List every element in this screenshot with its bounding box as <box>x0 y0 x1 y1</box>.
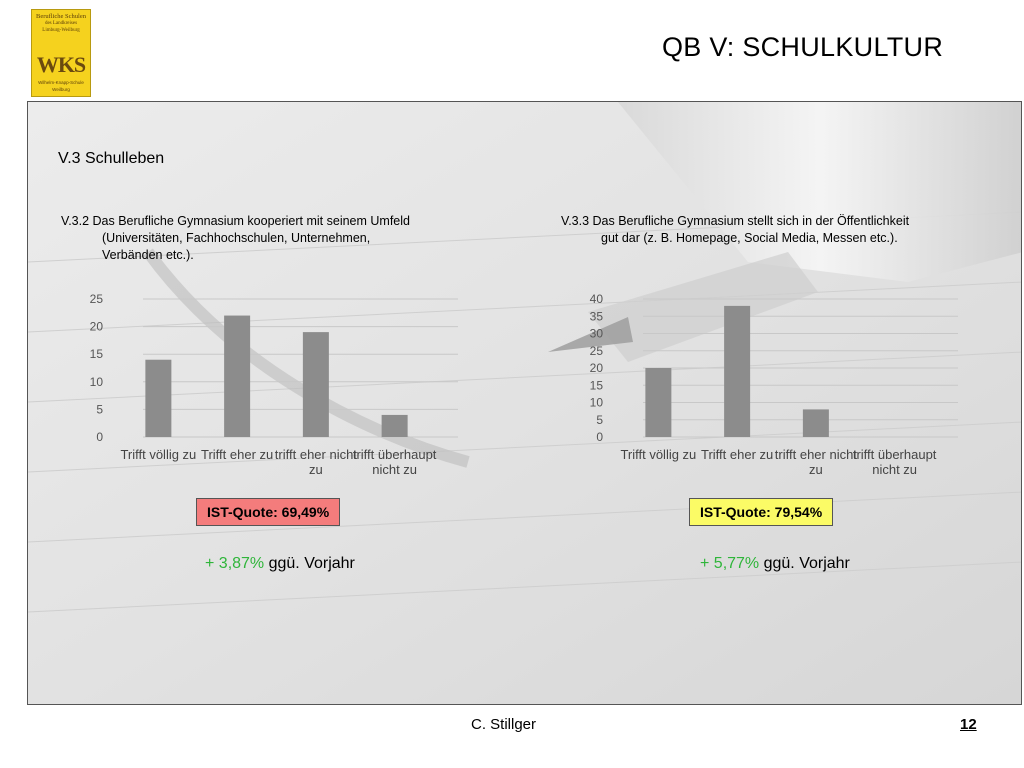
left-chart-ytick-label: 25 <box>89 292 103 306</box>
right-chart-category-label: Trifft eher zu <box>701 447 774 462</box>
right-delta-value: + 5,77% <box>700 555 760 572</box>
right-chart-ytick-label: 0 <box>596 430 603 444</box>
slide-title: QB V: SCHULKULTUR <box>662 32 944 62</box>
right-chart-ytick-label: 15 <box>589 378 603 393</box>
left-chart-category-label: trifft eher nicht zu <box>274 447 357 477</box>
left-delta-text: ggü. Vorjahr <box>264 555 355 572</box>
right-chart-category-label: Trifft völlig zu <box>620 447 697 462</box>
right-subtitle-line-2: gut dar (z. B. Homepage, Social Media, Messen etc.). <box>601 231 898 245</box>
left-subtitle-line-1: V.3.2 Das Berufliche Gymnasium kooperiert mit seinem Umfeld <box>61 214 410 228</box>
left-chart-category-label: Trifft eher zu <box>201 447 274 462</box>
logo-bottom-2: Weilburg <box>52 87 70 92</box>
right-chart-ytick-label: 35 <box>589 309 603 324</box>
logo-line-2: des Landkreises <box>44 21 78 26</box>
left-chart-bar <box>145 360 171 437</box>
left-chart-ytick-label: 20 <box>89 319 103 334</box>
content-frame <box>27 101 1022 705</box>
footer-author: C. Stillger <box>471 716 537 733</box>
logo-bottom-1: Wilhelm-Knapp-Schule <box>38 80 84 85</box>
left-chart-bar <box>224 316 250 437</box>
left-bar-chart <box>68 287 468 447</box>
right-bar-chart <box>568 287 968 447</box>
logo-line-3: Limburg-Weilburg <box>42 28 80 33</box>
left-delta <box>205 555 355 573</box>
left-chart-subtitle <box>61 213 541 264</box>
school-logo <box>31 9 91 97</box>
left-chart-bar <box>382 415 408 437</box>
left-subtitle-line-2: (Universitäten, Fachhochschulen, Unternehmen, <box>102 231 371 245</box>
left-chart-ytick-label: 5 <box>96 402 103 417</box>
left-chart-category-label: trifft überhaupt nicht zu <box>352 447 437 477</box>
right-chart-ytick-label: 20 <box>589 361 603 375</box>
right-chart-ytick-label: 10 <box>589 395 603 410</box>
right-chart-bar <box>645 368 671 437</box>
page-number: 12 <box>960 716 977 733</box>
right-delta <box>700 555 850 573</box>
right-subtitle-line-1: V.3.3 Das Berufliche Gymnasium stellt sich in der Öffentlichkeit <box>561 214 910 228</box>
right-chart-ytick-label: 40 <box>589 292 603 306</box>
right-chart-subtitle <box>561 213 1021 247</box>
left-chart-ytick-label: 15 <box>89 347 103 362</box>
right-delta-text: ggü. Vorjahr <box>759 555 850 572</box>
left-chart-category-label: Trifft völlig zu <box>120 447 197 462</box>
right-chart-ytick-label: 30 <box>589 326 603 341</box>
logo-line-1: Berufliche Schulen <box>36 13 86 20</box>
left-chart-bar <box>303 332 329 437</box>
left-subtitle-line-3: Verbänden etc.). <box>102 248 194 262</box>
right-quota-badge: IST-Quote: 79,54% <box>689 498 833 526</box>
logo-mark: WKS <box>36 52 86 77</box>
left-quota-badge: IST-Quote: 69,49% <box>196 498 340 526</box>
right-chart-ytick-label: 25 <box>589 343 603 358</box>
left-chart-ytick-label: 10 <box>89 374 103 389</box>
right-chart-category-label: trifft überhaupt nicht zu <box>852 447 937 477</box>
right-chart-bar <box>803 409 829 437</box>
section-heading: V.3 Schulleben <box>58 150 165 167</box>
right-chart-bar <box>724 306 750 437</box>
left-delta-value: + 3,87% <box>205 555 265 572</box>
left-chart-ytick-label: 0 <box>96 430 103 444</box>
right-chart-ytick-label: 5 <box>596 412 603 427</box>
right-chart-category-label: trifft eher nicht zu <box>774 447 857 477</box>
